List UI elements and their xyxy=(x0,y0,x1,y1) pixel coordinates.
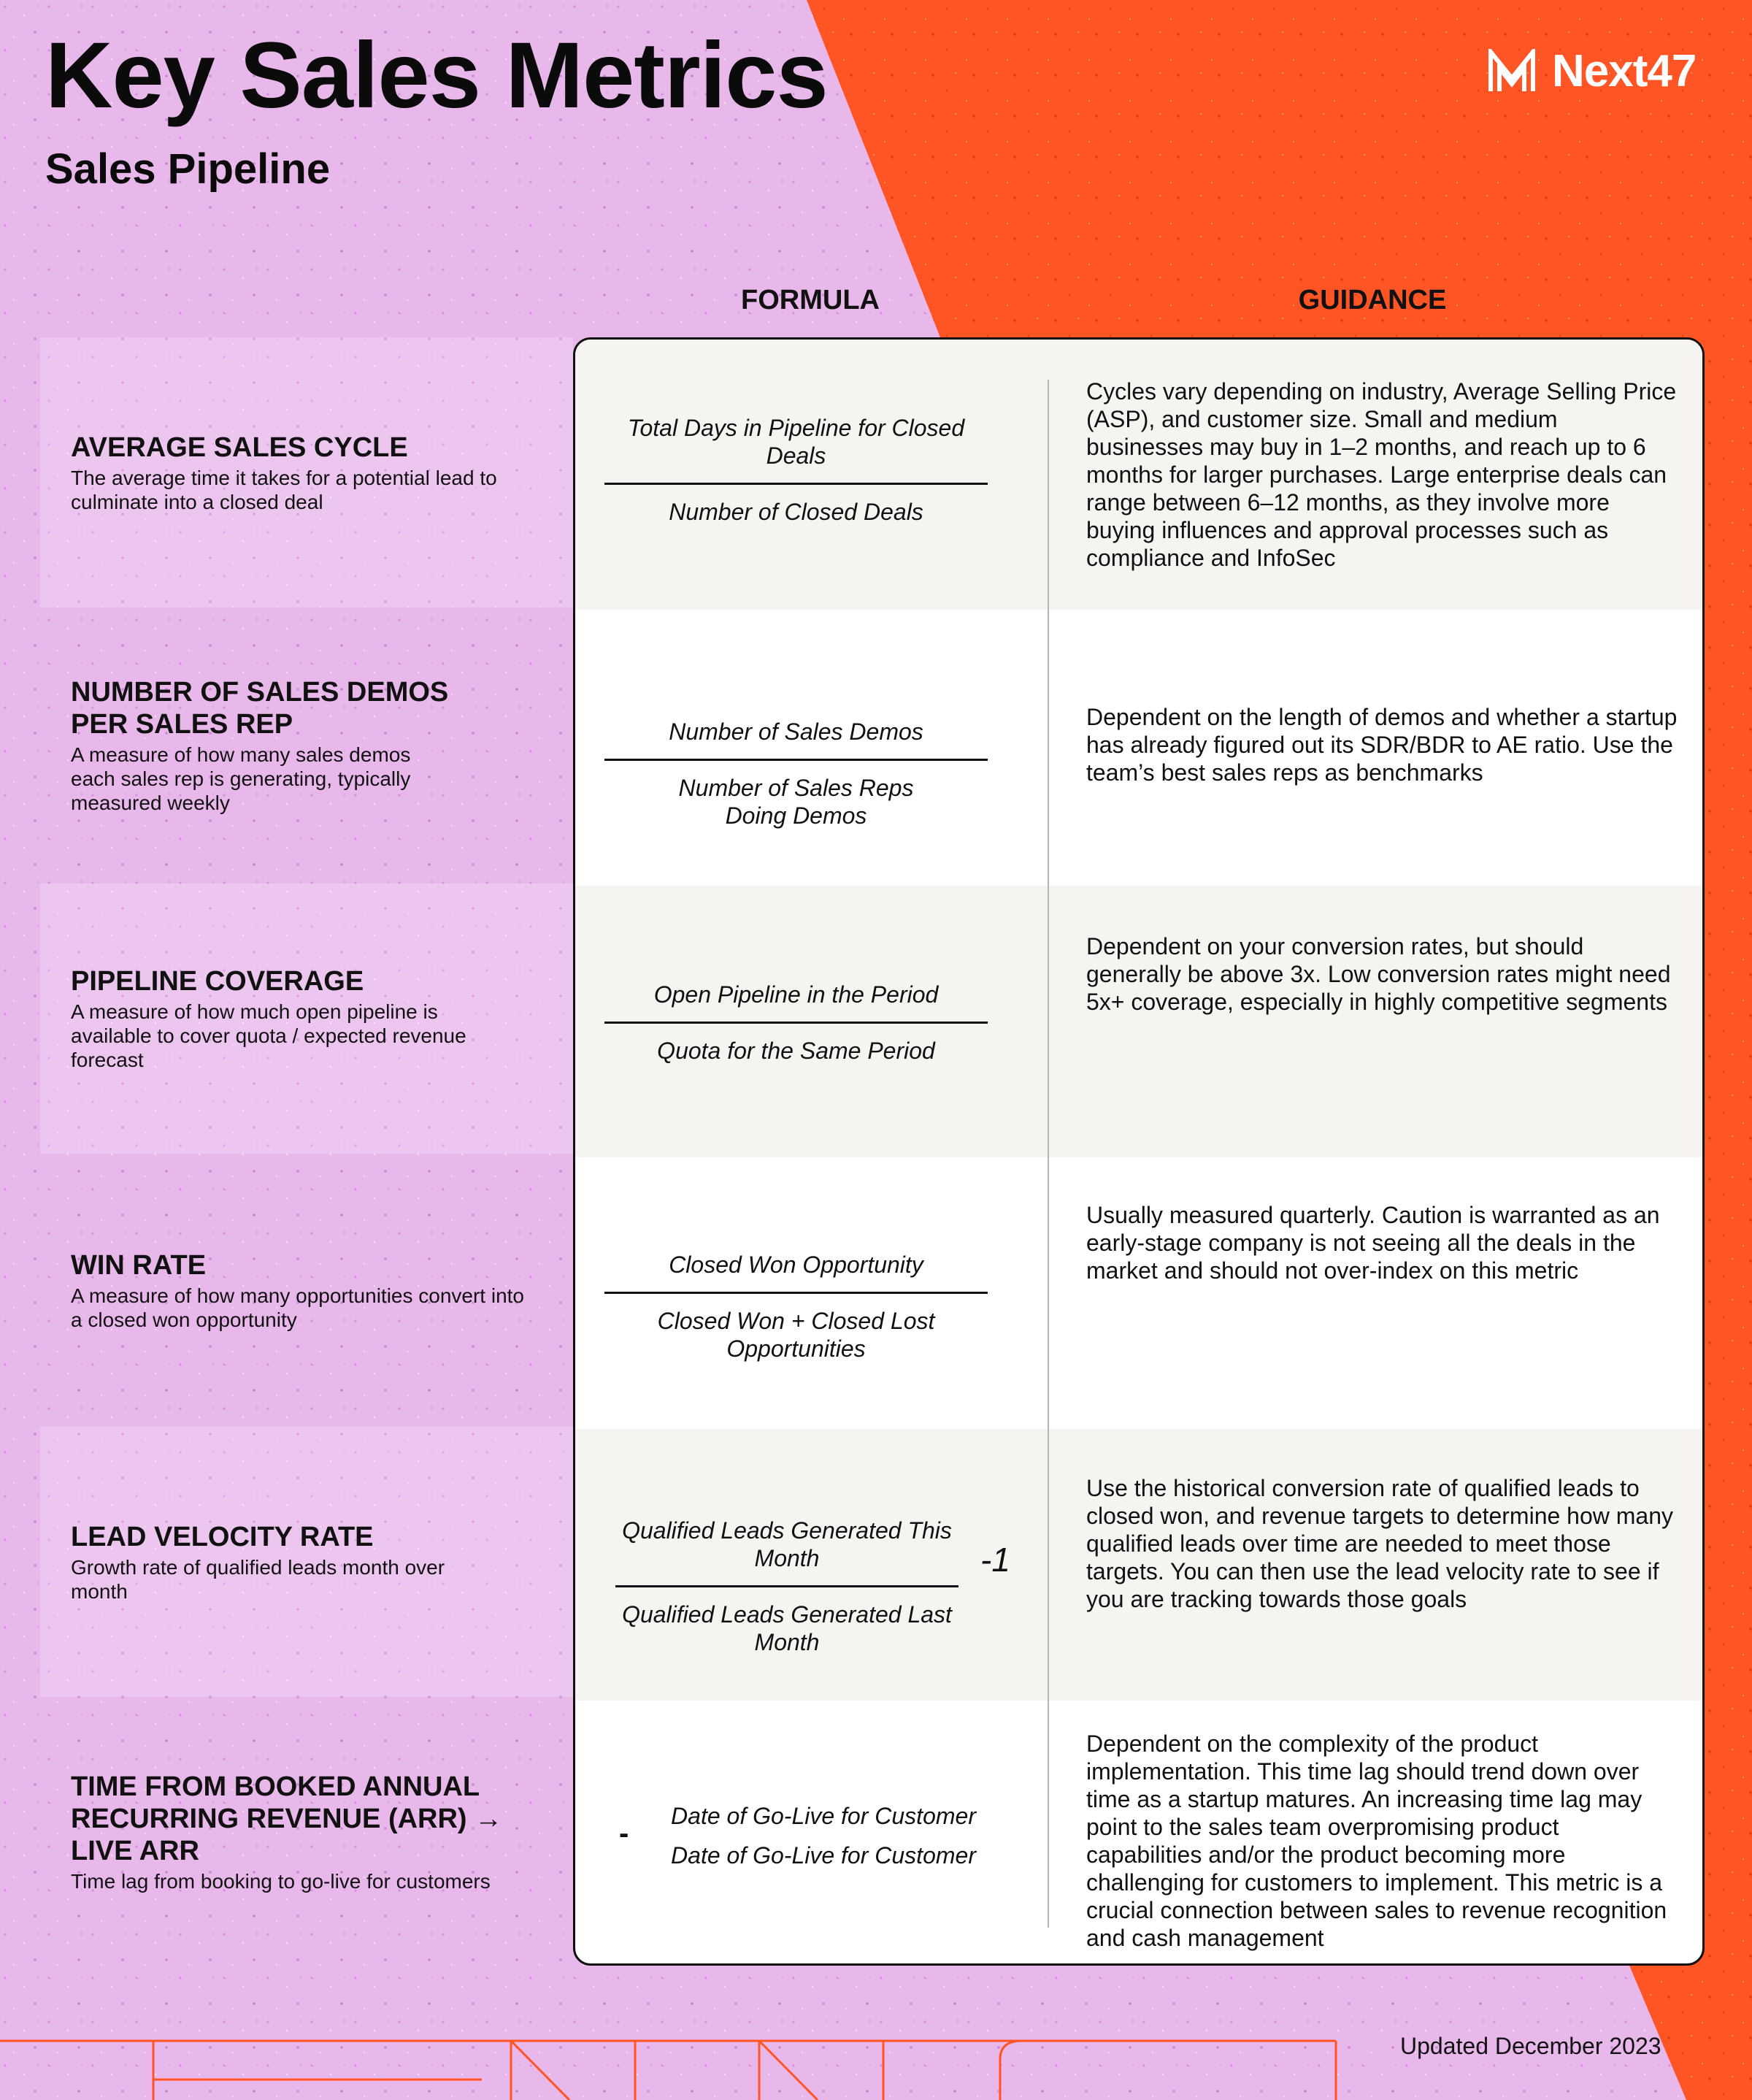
metric-name: WIN RATE xyxy=(71,1249,207,1281)
metric-description: Growth rate of qualified leads month over month xyxy=(71,1555,445,1603)
metric-description: A measure of how many sales demos each sales rep is generating, typically measured weekly xyxy=(71,743,411,814)
table-row xyxy=(575,1429,1702,1701)
metric-name: NUMBER OF SALES DEMOS PER SALES REP xyxy=(71,677,449,740)
guidance-column-header: GUIDANCE xyxy=(1298,285,1447,315)
metric-name: AVERAGE SALES CYCLE xyxy=(71,432,408,463)
fraction-bar xyxy=(604,483,988,485)
fraction-bar xyxy=(604,1022,988,1024)
next47-logo-icon xyxy=(1488,49,1536,94)
guidance-text: Cycles vary depending on industry, Average Selling Price (ASP), and customer size. Small and medium businesses may buy in 1–2 months, and reach up to 6 months for larger purchases. Large enterprise deals can range between 6–12 months, as they involve more buying influences and approval processes such as compliance and InfoSec xyxy=(1086,378,1677,571)
numerator: Total Days in Pipeline for Closed Deals xyxy=(627,415,965,469)
table-row xyxy=(575,1701,1702,1966)
guidance-text: Dependent on your conversion rates, but should generally be above 3x. Low conversion rates might need 5x+ coverage, especially in highly competitive segments xyxy=(1086,933,1671,1015)
metric-description: A measure of how many opportunities convert into a closed won opportunity xyxy=(71,1284,525,1331)
fraction-bar xyxy=(604,759,988,761)
metric-name: TIME FROM BOOKED ANNUAL RECURRING REVENUE (ARR) → LIVE ARR xyxy=(71,1771,503,1866)
metric-label-average-sales-cycle xyxy=(40,337,573,608)
subtrahend: Date of Go-Live for Customer xyxy=(671,1842,976,1869)
numerator: Closed Won Opportunity xyxy=(669,1252,923,1278)
minus-one-suffix: -1 xyxy=(980,1541,1010,1579)
denominator: Quota for the Same Period xyxy=(657,1038,935,1064)
updated-date: Updated December 2023 xyxy=(1400,2033,1661,2059)
denominator: Qualified Leads Generated Last Month xyxy=(622,1601,952,1655)
denominator: Number of Closed Deals xyxy=(669,499,923,525)
denominator: Number of Sales Reps Doing Demos xyxy=(678,775,914,829)
metric-description: Time lag from booking to go-live for customers xyxy=(71,1870,491,1893)
column-divider xyxy=(1048,380,1049,1928)
metric-label-booked-arr-to-live-arr xyxy=(40,1697,573,1967)
guidance-text: Usually measured quarterly. Caution is warranted as an early-stage company is not seeing all the deals in the market and should not over-index on this metric xyxy=(1086,1202,1660,1284)
metric-description: The average time it takes for a potential lead to culminate into a closed deal xyxy=(71,466,497,513)
page-subtitle: Sales Pipeline xyxy=(45,145,331,193)
metric-label-win-rate xyxy=(40,1154,573,1427)
table-row xyxy=(575,340,1702,610)
numerator: Number of Sales Demos xyxy=(669,718,923,745)
subtraction-operator: - xyxy=(619,1817,629,1850)
guidance-text: Dependent on the complexity of the product implementation. This time lag should trend down over time as a startup matures. An increasing time lag may point to the sales team overpromising product capabilities and/or the product becoming more challenging for customers to implement. This metric is a crucial connection between sales to revenue recognition and cash management xyxy=(1086,1731,1667,1951)
metrics-table-card xyxy=(573,337,1705,1966)
brand-name: Next47 xyxy=(1552,46,1697,96)
metric-description: A measure of how much open pipeline is available to cover quota / expected revenue forecast xyxy=(71,1000,466,1071)
page-title: Key Sales Metrics xyxy=(45,23,828,128)
table-row xyxy=(575,610,1702,886)
fraction-formula xyxy=(604,1251,988,1363)
metric-label-pipeline-coverage xyxy=(40,884,573,1154)
fraction-formula xyxy=(615,1517,958,1656)
fraction-formula xyxy=(604,414,988,526)
fraction-formula xyxy=(604,718,988,829)
numerator: Open Pipeline in the Period xyxy=(653,981,939,1008)
guidance-text: Dependent on the length of demos and whether a startup has already figured out its SDR/BDR to AE ratio. Use the team’s best sales reps as benchmarks xyxy=(1086,704,1678,786)
fraction-bar xyxy=(615,1585,958,1587)
metric-name: PIPELINE COVERAGE xyxy=(71,966,364,997)
metric-label-lead-velocity-rate xyxy=(40,1427,573,1697)
table-row xyxy=(575,1157,1702,1429)
metric-name: LEAD VELOCITY RATE xyxy=(71,1521,374,1552)
metric-label-sales-demos xyxy=(40,608,573,884)
brand-logo xyxy=(1488,45,1696,97)
numerator: Qualified Leads Generated This Month xyxy=(622,1517,952,1571)
denominator: Closed Won + Closed Lost Opportunities xyxy=(657,1308,935,1362)
fraction-bar xyxy=(604,1292,988,1294)
fraction-formula xyxy=(604,981,988,1065)
guidance-text: Use the historical conversion rate of qualified leads to closed won, and revenue targets to determine how many qualified leads over time are needed to meet those targets. You can then use the lead velocity rate to see if you are tracking towards those goals xyxy=(1086,1475,1674,1612)
formula-column-header: FORMULA xyxy=(741,285,880,315)
table-row xyxy=(575,886,1702,1157)
minuend: Date of Go-Live for Customer xyxy=(671,1803,976,1829)
